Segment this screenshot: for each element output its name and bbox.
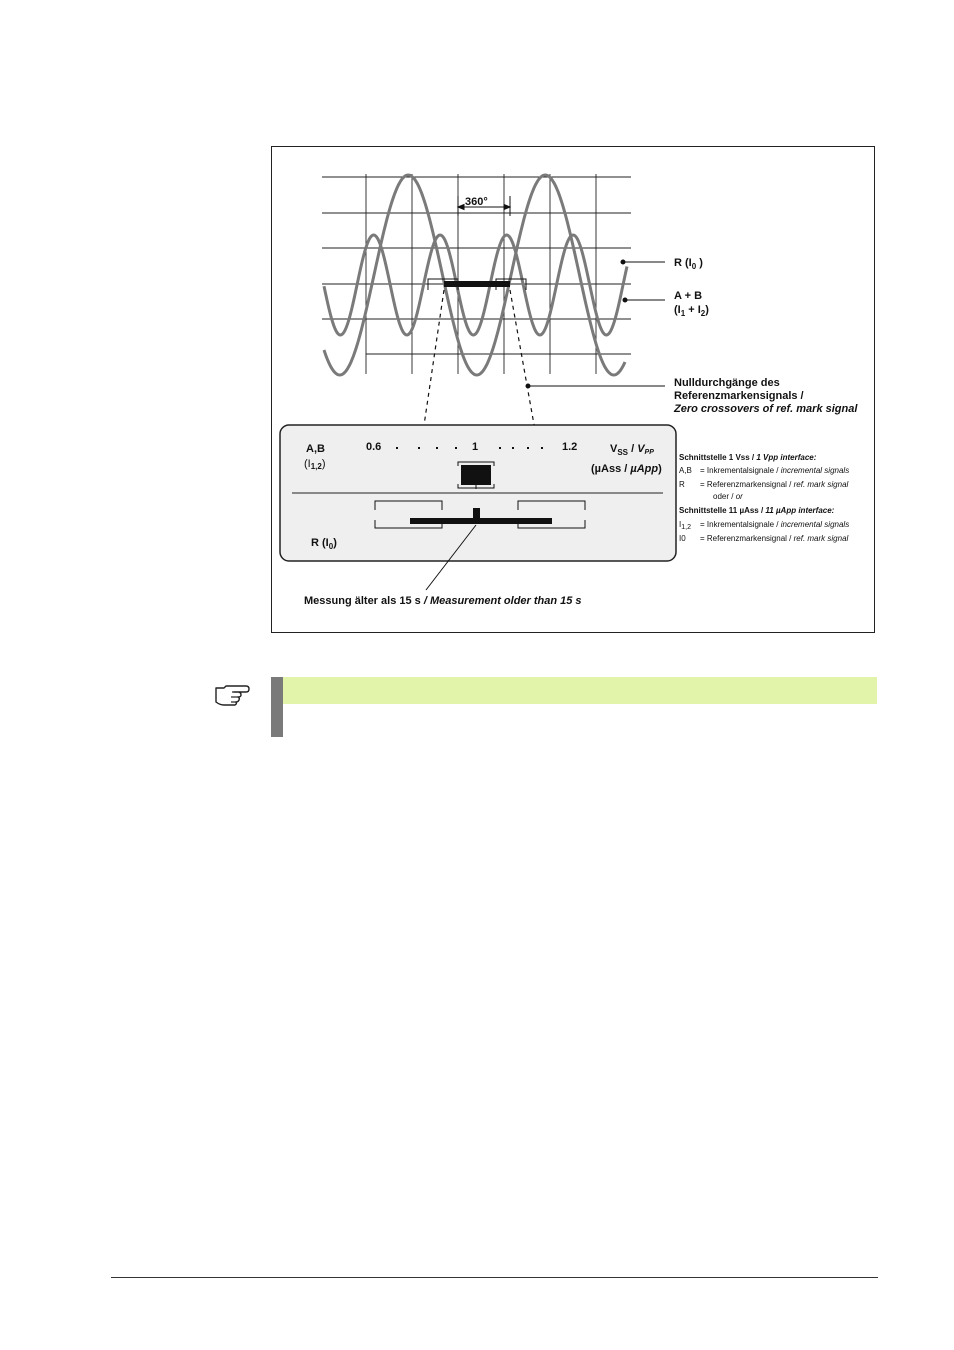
note-stripe bbox=[271, 677, 283, 737]
svg-text:= Inkrementalsignale / increme: = Inkrementalsignale / incremental signals bbox=[700, 466, 850, 475]
svg-text:Schnittstelle 11 µAss / 11 µAp: Schnittstelle 11 µAss / 11 µApp interface: bbox=[679, 506, 835, 515]
display-ab-current: (I1,2) bbox=[304, 458, 326, 471]
svg-text:oder / or: oder / or bbox=[713, 492, 743, 501]
display-ab-label: A,B bbox=[306, 443, 325, 455]
scale-min: 0.6 bbox=[366, 441, 382, 453]
svg-text:R: R bbox=[679, 480, 685, 489]
svg-text:I1,2: I1,2 bbox=[679, 520, 691, 531]
pointing-hand-icon bbox=[212, 680, 252, 708]
zero-crossover-line3: Zero crossovers of ref. mark signal bbox=[674, 403, 858, 415]
svg-text:A,B: A,B bbox=[679, 466, 692, 475]
zero-crossover-line2: Referenzmarkensignals / bbox=[674, 390, 804, 402]
period-label: 360° bbox=[465, 196, 488, 208]
measurement-note: Messung älter als 15 s / Measurement older than 15 s bbox=[304, 595, 582, 607]
unit-voltage: $V_{SS}$ / VPP bbox=[610, 443, 654, 457]
scale-max: 1.2 bbox=[562, 441, 578, 453]
footer-rule bbox=[111, 1277, 878, 1278]
note-bar bbox=[271, 677, 877, 704]
signal-r-label: R ($I_0$ ) bbox=[674, 257, 703, 271]
svg-text:I0: I0 bbox=[679, 534, 686, 543]
interface-legend bbox=[679, 453, 849, 543]
signal-ab-label: A + B bbox=[674, 290, 703, 302]
svg-text:Schnittstelle 1 Vss / 1 Vpp in: Schnittstelle 1 Vss / 1 Vpp interface: bbox=[679, 453, 817, 462]
display-r-label: R $(I_0)$ bbox=[311, 537, 337, 551]
svg-text:= Referenzmarkensignal / ref.: = Referenzmarkensignal / ref. mark signal bbox=[700, 480, 849, 489]
scale-mid: 1 bbox=[472, 441, 479, 453]
zero-crossover-line1: Nulldurchgänge des bbox=[674, 377, 780, 389]
signal-ab-currents: $(I_1 + I_2)$ bbox=[674, 304, 709, 318]
svg-text:= Inkrementalsignale / increme: = Inkrementalsignale / incremental signals bbox=[700, 520, 850, 529]
ab-level-indicator bbox=[458, 462, 494, 489]
unit-current: (µAss / µApp) bbox=[591, 463, 662, 475]
svg-text:= Referenzmarkensignal / ref.: = Referenzmarkensignal / ref. mark signal bbox=[700, 534, 849, 543]
